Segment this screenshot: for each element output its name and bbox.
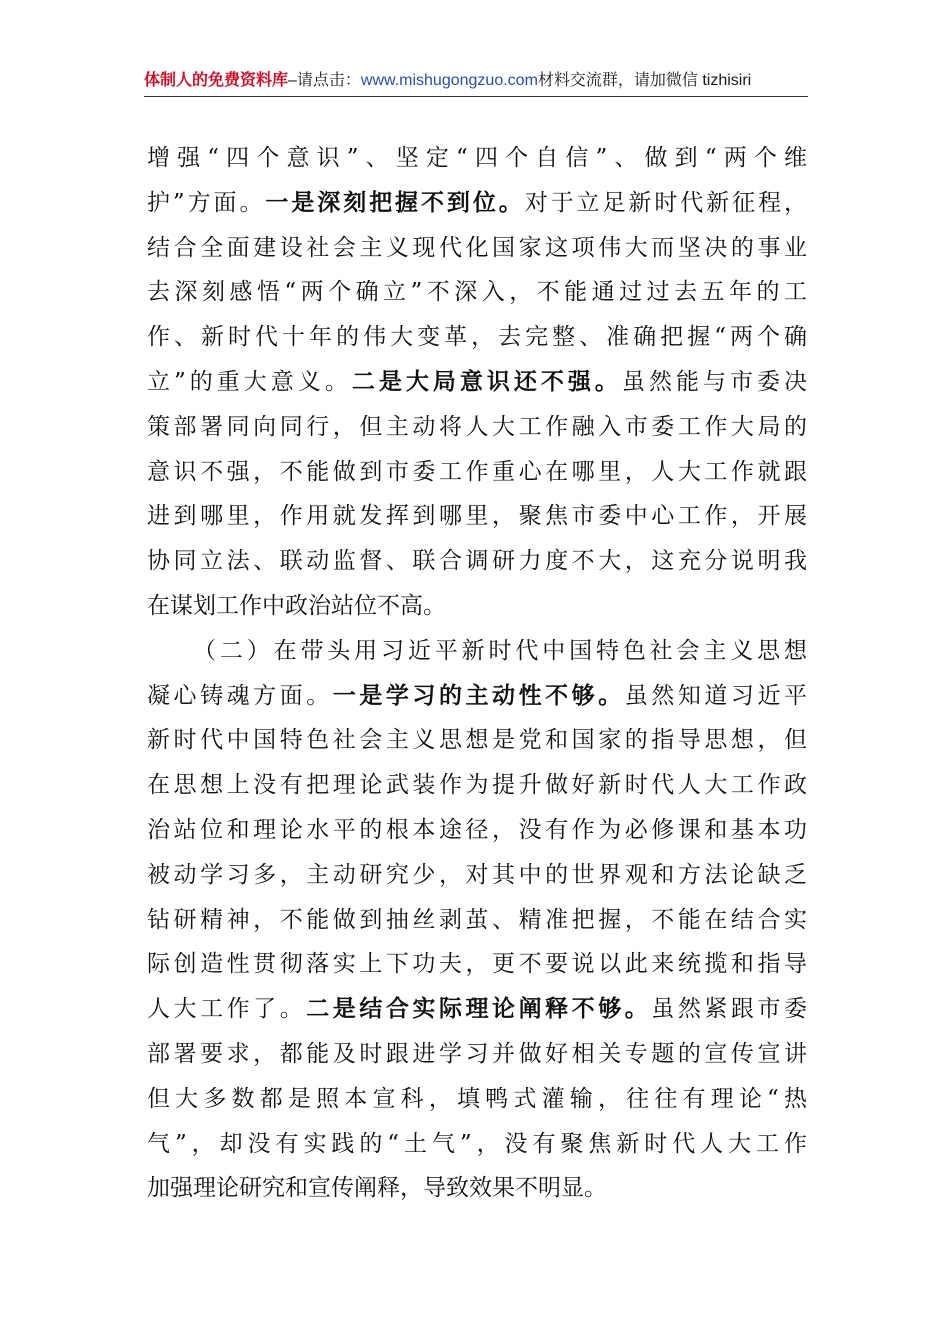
body-text: 治站位和理论水平的根本途径，没有作为必修课和基本功	[147, 816, 807, 843]
header-prompt: –请点击：	[288, 72, 361, 89]
header-suffix: 材料交流群，请加微信 tizhisiri	[537, 72, 752, 89]
text-line	[147, 629, 807, 674]
text-line	[147, 853, 807, 898]
body-text: 虽然知道习近平	[624, 682, 808, 709]
bold-heading-text: 一是深刻把握不到位。	[265, 189, 525, 216]
text-line	[147, 987, 807, 1032]
text-line	[147, 136, 807, 181]
body-text: 在思想上没有把理论武装作为提升做好新时代人大工作政	[147, 772, 807, 799]
header-brand: 体制人的免费资料库	[144, 72, 289, 89]
text-line	[147, 1032, 807, 1077]
body-text: 协同立法、联动监督、联合调研力度不大，这充分说明我	[147, 548, 807, 575]
document-body	[147, 136, 807, 1211]
body-text: 但大多数都是照本宣科，填鸭式灌输，往往有理论“热	[147, 1085, 807, 1112]
body-text: 加强理论研究和宣传阐释，导致效果不明显。	[147, 1175, 607, 1202]
text-line	[147, 315, 807, 360]
bold-heading-text: 二是结合实际理论阐释不够。	[306, 996, 652, 1023]
body-text: 虽然紧跟市委	[651, 996, 808, 1023]
text-line	[147, 539, 807, 584]
header-url-link[interactable]: www.mishugongzuo.com	[360, 72, 538, 89]
body-text: 护”方面。	[147, 189, 266, 216]
text-line	[147, 808, 807, 853]
text-line	[147, 405, 807, 450]
body-text: 钻研精神，不能做到抽丝剥茧、精准把握，不能在结合实	[147, 906, 807, 933]
body-text: 凝心铸魂方面。	[147, 682, 333, 709]
text-line	[147, 1122, 807, 1167]
text-line	[147, 181, 807, 226]
body-text: 作、新时代十年的伟大变革，去完整、准确把握“两个确	[147, 324, 807, 351]
bold-heading-text: 二是大局意识还不强。	[351, 368, 622, 395]
body-text: 对于立足新时代新征程，	[524, 189, 807, 216]
text-line	[147, 718, 807, 763]
body-text: 在谋划工作中政治站位不高。	[147, 592, 446, 619]
body-text: 被动学习多，主动研究少，对其中的世界观和方法论缺乏	[147, 861, 807, 888]
body-text: （二）在带头用习近平新时代中国特色社会主义思想	[193, 637, 807, 664]
text-line	[147, 1077, 807, 1122]
body-text: 虽然能与市委决	[621, 368, 808, 395]
text-line	[147, 763, 807, 808]
body-text: 新时代中国特色社会主义思想是党和国家的指导思想，但	[147, 727, 807, 754]
body-text: 气”，却没有实践的“土气”，没有聚焦新时代人大工作	[147, 1130, 807, 1157]
text-line	[147, 270, 807, 315]
body-text: 际创造性贯彻落实上下功夫，更不要说以此来统揽和指导	[147, 951, 807, 978]
header-divider	[144, 96, 808, 97]
body-text: 去深刻感悟“两个确立”不深入，不能通过过去五年的工	[147, 279, 807, 306]
text-line	[147, 1166, 807, 1211]
body-text: 人大工作了。	[147, 996, 307, 1023]
text-line	[147, 584, 807, 629]
text-line	[147, 450, 807, 495]
page-header	[144, 70, 808, 92]
text-line	[147, 360, 807, 405]
text-line	[147, 494, 807, 539]
text-line	[147, 674, 807, 719]
body-text: 进到哪里，作用就发挥到哪里，聚焦市委中心工作，开展	[147, 503, 807, 530]
body-text: 策部署同向同行，但主动将人大工作融入市委工作大局的	[147, 413, 807, 440]
body-text: 增强“四个意识”、坚定“四个自信”、做到“两个维	[147, 145, 807, 171]
body-text: 意识不强，不能做到市委工作重心在哪里，人大工作就跟	[147, 458, 807, 485]
text-line	[147, 226, 807, 271]
text-line	[147, 942, 807, 987]
body-text: 立”的重大意义。	[147, 368, 352, 395]
bold-heading-text: 一是学习的主动性不够。	[332, 682, 625, 709]
body-text: 部署要求，都能及时跟进学习并做好相关专题的宣传宣讲	[147, 1040, 807, 1067]
body-text: 结合全面建设社会主义现代化国家这项伟大而坚决的事业	[147, 234, 807, 261]
text-line	[147, 898, 807, 943]
